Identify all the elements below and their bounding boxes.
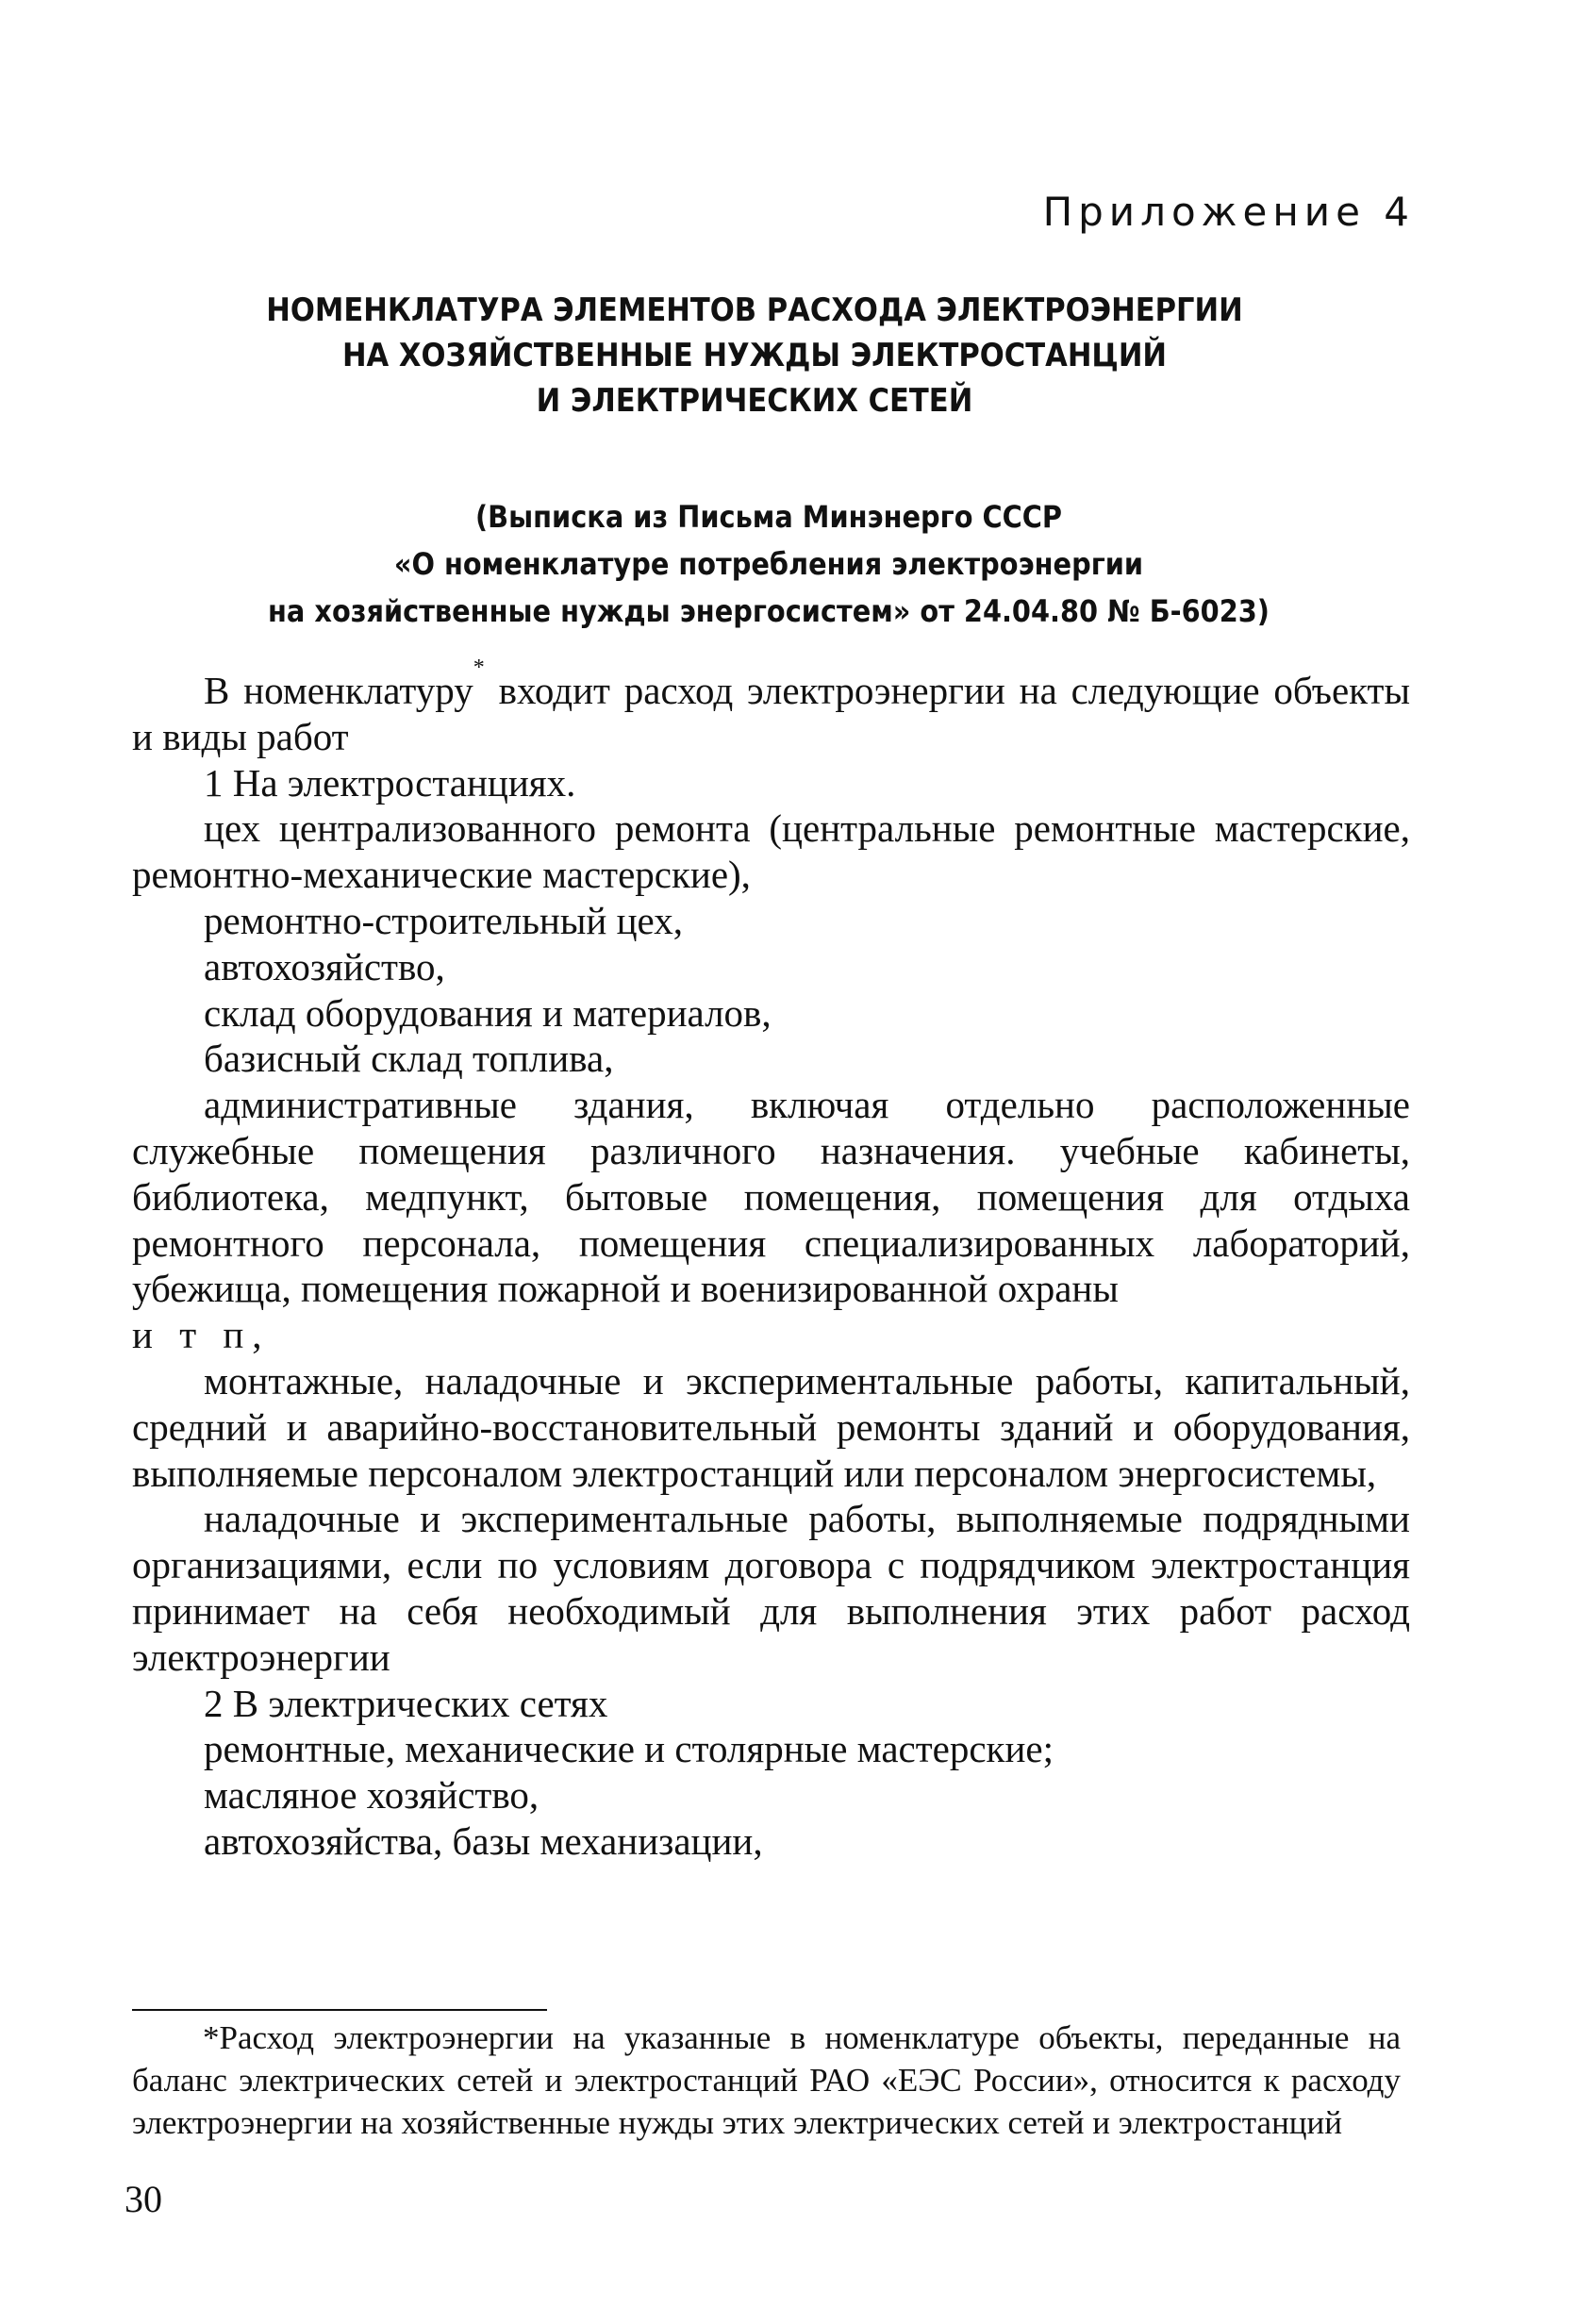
list-item: цех централизованного ремонта (центральные ремонтные мастерские, ремонтно-механические мастерские),: [132, 806, 1410, 897]
source-excerpt: [230, 493, 1308, 635]
list-item: склад оборудования и материалов,: [204, 990, 772, 1035]
footnote-text: Расход электроэнергии на указанные в номенклатуре объекты, переданные на баланс электрических сетей и электростанций РАО «ЕЭС России», относится к расходу электроэнергии на хозяйственные нужды этих электрических сетей и электростанций: [132, 2019, 1401, 2141]
title-line: И ЭЛЕКТРИЧЕСКИХ СЕТЕЙ: [536, 382, 973, 420]
footnote-divider: [132, 2009, 547, 2011]
section-heading-power-plants: 1 На электростанциях.: [204, 760, 576, 805]
footnote-reference-mark: *: [473, 656, 485, 680]
appendix-label: Приложение 4: [1042, 189, 1415, 235]
list-item: монтажные, наладочные и экспериментальные работы, капитальный, средний и аварийно-восстановительный ремонты зданий и оборудования, выполняемые персоналом электростанций или персоналом энергосистемы,: [132, 1358, 1410, 1495]
list-item: административные здания, включая отдельно расположенные служебные помещения различного назначения. учебные кабинеты, библиотека, медпункт, бытовые помещения, помещения для отдыха ремонтного персонала, помещения специализированных лабораторий, убежища, помещения пожарной и военизированной охраны: [132, 1083, 1410, 1311]
body-text: [132, 656, 1411, 1865]
list-item: ремонтные, механические и столярные мастерские;: [204, 1727, 1054, 1771]
excerpt-line: «О номенклатуре потребления электроэнергии: [393, 546, 1144, 582]
title-line: НА ХОЗЯЙСТВЕННЫЕ НУЖДЫ ЭЛЕКТРОСТАНЦИЙ: [341, 337, 1168, 374]
list-item: автохозяйства, базы механизации,: [204, 1818, 763, 1863]
list-item: наладочные и экспериментальные работы, выполняемые подрядными организациями, если по условиям договора с подрядчиком электростанция принимает на себя необходимый для выполнения этих работ расход электроэнергии: [132, 1497, 1410, 1679]
excerpt-line: (Выписка из Письма Минэнерго СССР: [474, 499, 1063, 535]
list-item-continuation: и т п,: [132, 1313, 271, 1357]
list-item: ремонтно-строительный цех,: [204, 898, 683, 942]
section-heading-electric-networks: 2 В электрических сетях: [204, 1681, 608, 1725]
intro-paragraph: [132, 656, 1411, 760]
document-title: [228, 288, 1281, 423]
page-number: 30: [124, 2178, 162, 2220]
excerpt-line: на хозяйственные нужды энергосистем» от 24.04.80 № Б-6023): [268, 593, 1270, 629]
footnote: [132, 2017, 1401, 2144]
intro-text-start: В номенклатуру: [204, 669, 473, 712]
list-item: масляное хозяйство,: [204, 1773, 540, 1818]
list-item: базисный склад топлива,: [204, 1037, 614, 1081]
title-line: НОМЕНКЛАТУРА ЭЛЕМЕНТОВ РАСХОДА ЭЛЕКТРОЭНЕРГИИ: [266, 291, 1243, 329]
list-item: автохозяйство,: [204, 944, 445, 988]
footnote-mark: *: [203, 2019, 220, 2056]
intro-text-end: входит расход электроэнергии на следующие объекты и виды работ: [132, 669, 1411, 758]
